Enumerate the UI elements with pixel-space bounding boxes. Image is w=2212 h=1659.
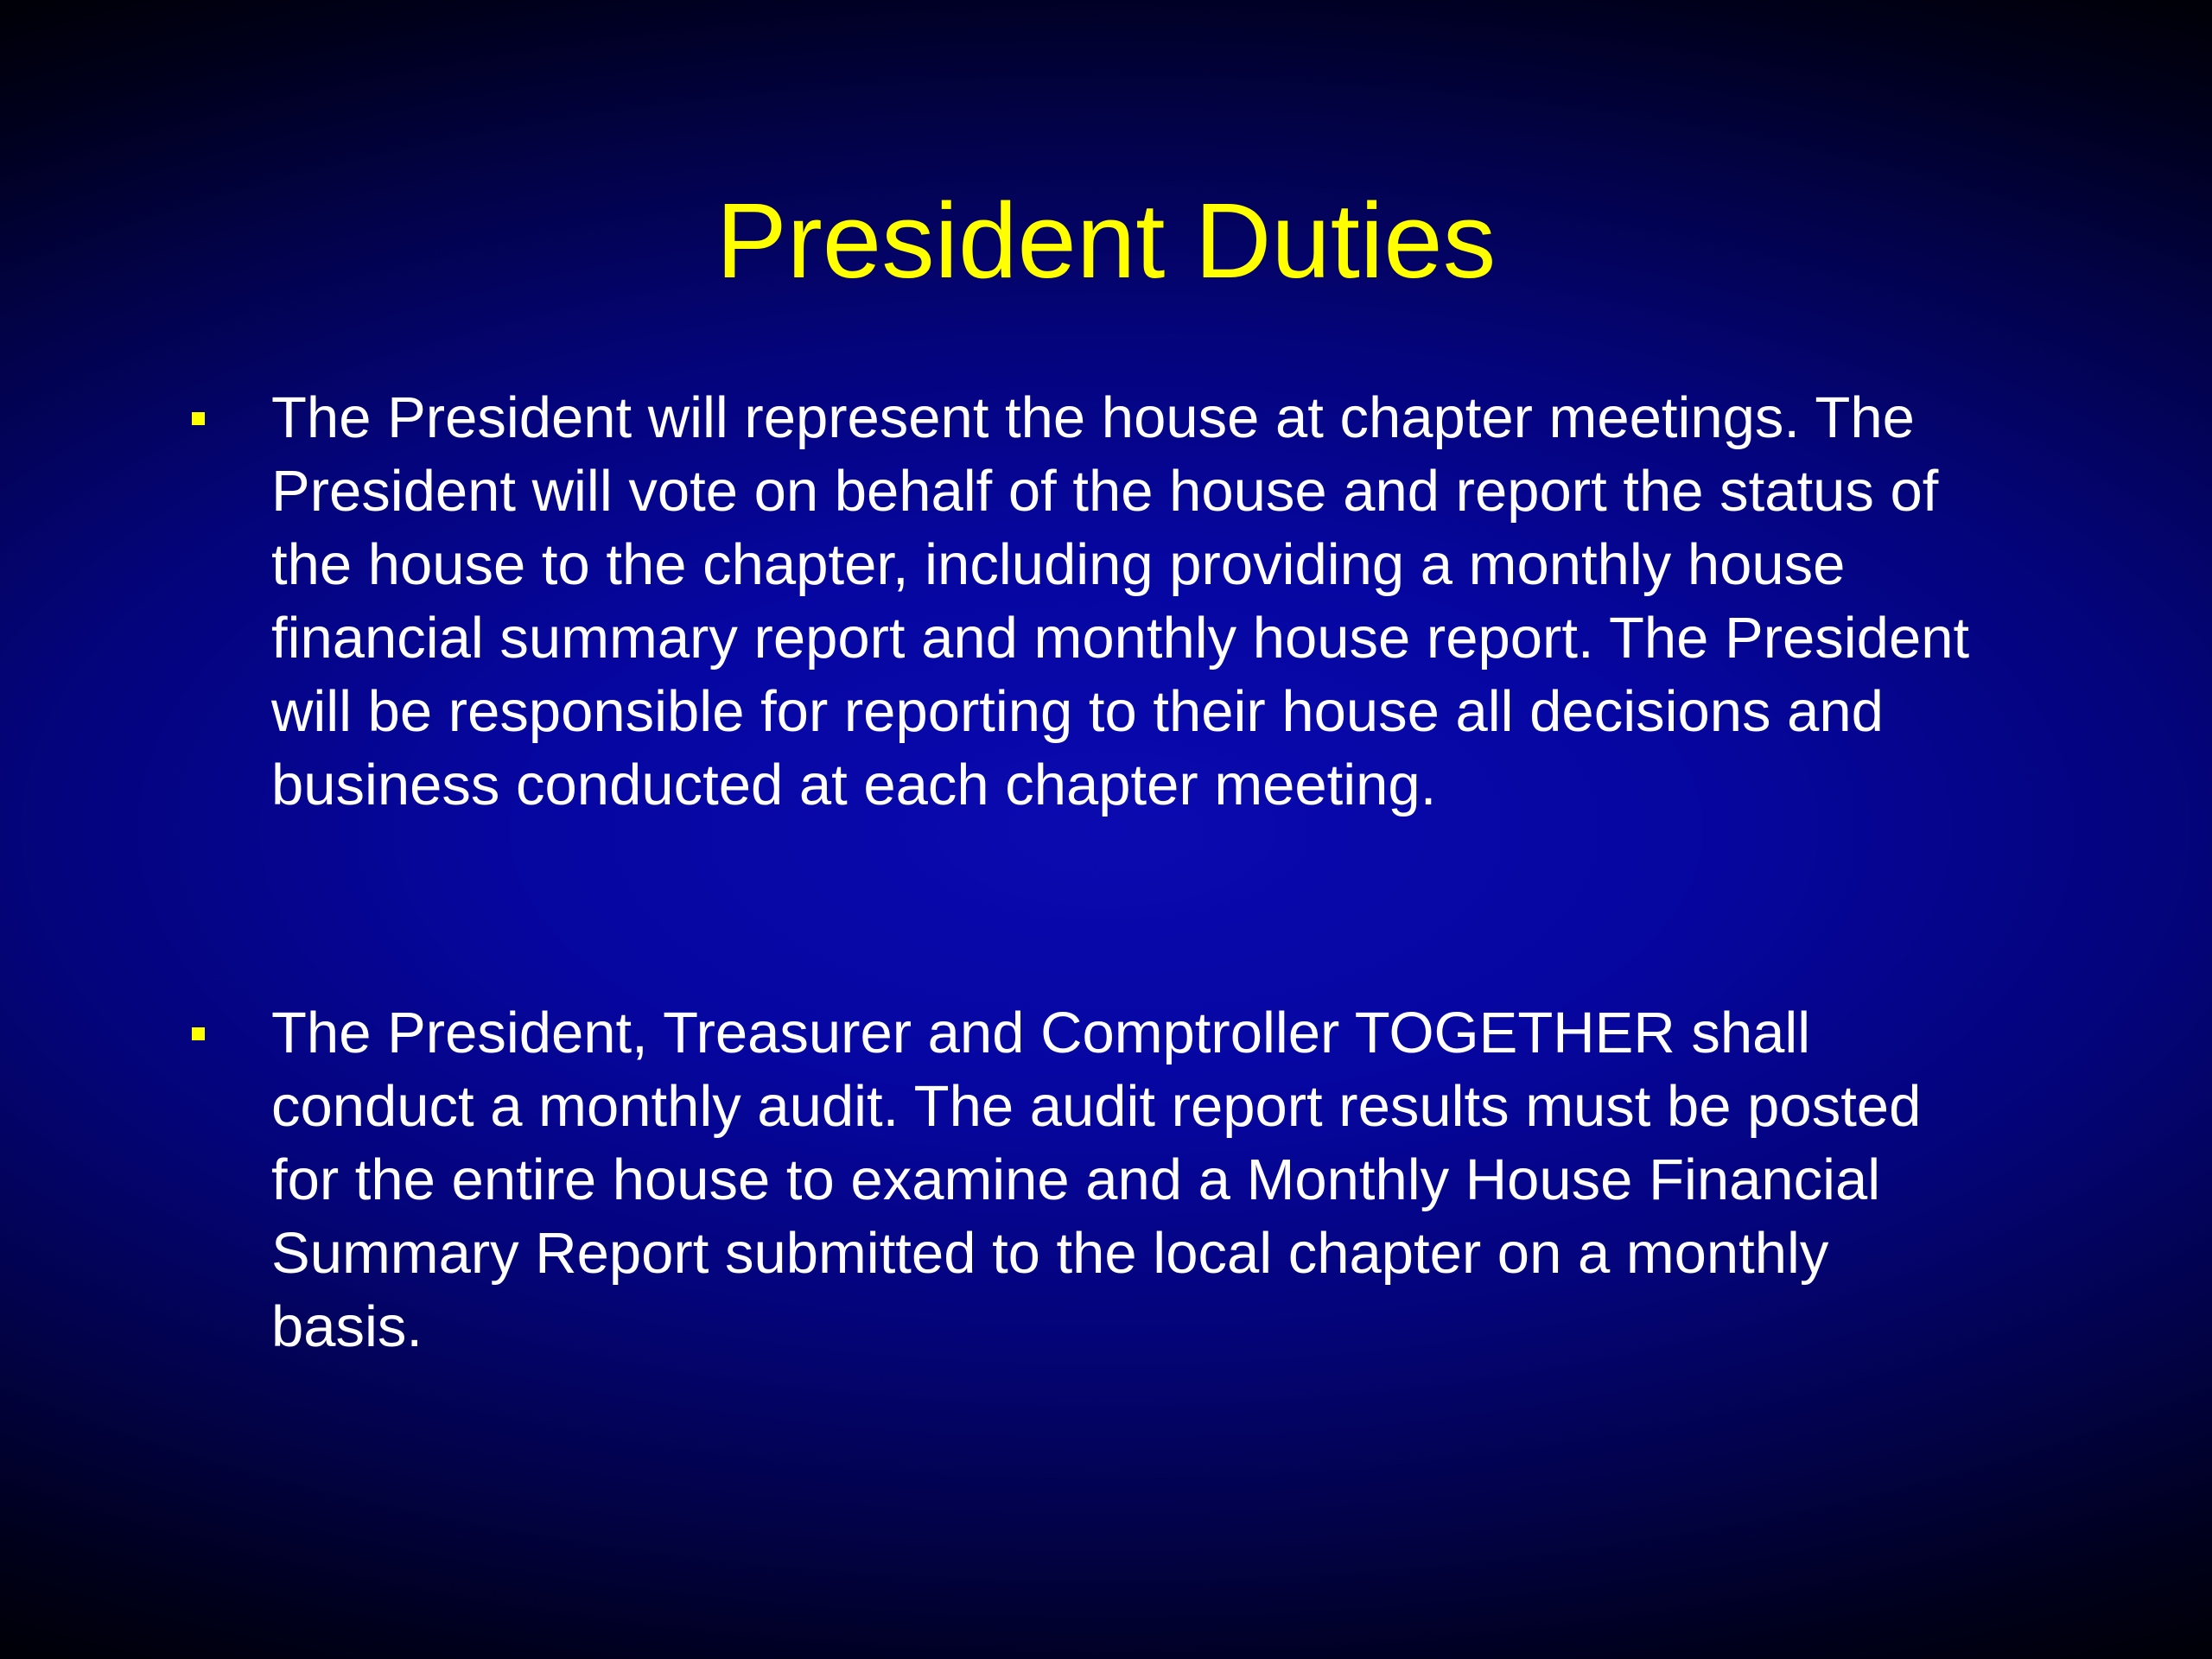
square-bullet-icon bbox=[192, 1027, 205, 1040]
slide-title: President Duties bbox=[715, 182, 1497, 301]
bullet-text: The President, Treasurer and Comptroller TOGETHER shall conduct a monthly audit. The audit report results must be posted for the entire house to examine and a Monthly House Financial Summary Report submitted to the local chapter on a monthly basis. bbox=[271, 1001, 1922, 1359]
bullet-text: The President will represent the house at chapter meetings. The President will vote on behalf of the house and report the status of the house to the chapter, including providing a monthly house financial summary report and monthly house report. The President will be responsible for reporting to their house all decisions and business conducted at each chapter meeting. bbox=[271, 385, 1970, 817]
square-bullet-icon bbox=[192, 412, 205, 425]
